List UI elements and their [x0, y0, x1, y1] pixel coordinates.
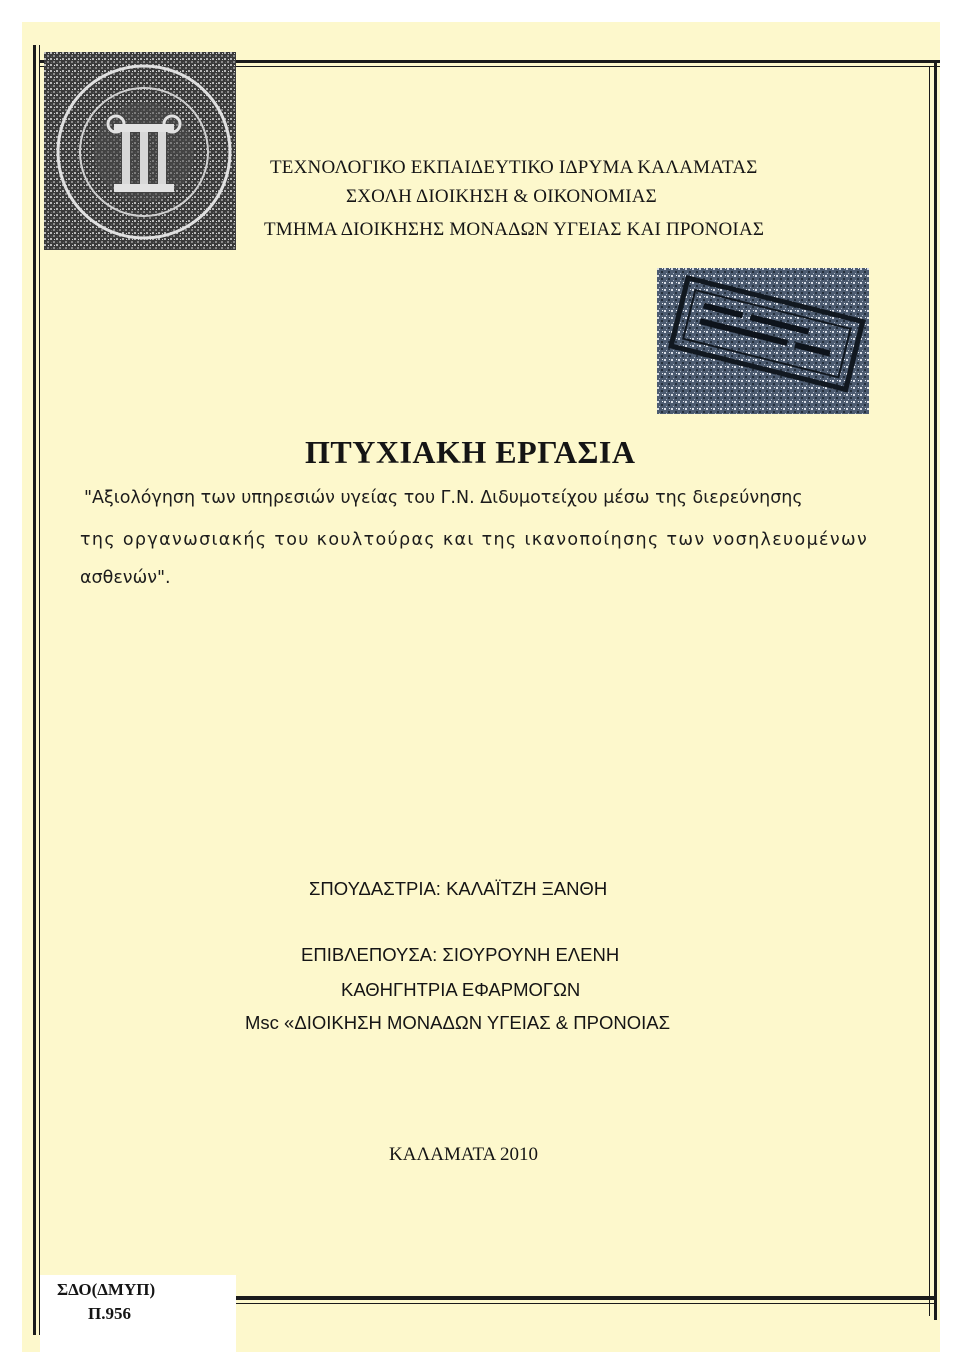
catalog-number: Π.956	[88, 1304, 131, 1323]
institution-name: ΤΕΧΝΟΛΟΓΙΚΟ ΕΚΠΑΙΔΕΥΤΙΚΟ ΙΔΡΥΜΑ ΚΑΛΑΜΑΤΑΣ	[270, 157, 758, 178]
right-border-thin	[929, 66, 930, 1316]
library-stamp-image	[657, 268, 869, 414]
library-stamp-icon	[657, 268, 869, 414]
subtitle-line-1: "Αξιολόγηση των υπηρεσιών υγείας του Γ.Ν. Διδυμοτείχου μέσω της διερεύνησης	[84, 488, 803, 508]
institution-seal-icon	[44, 52, 236, 250]
document-title: ΠΤΥΧΙΑΚΗ ΕΡΓΑΣΙΑ	[305, 434, 636, 470]
city-year: ΚΑΛΑΜΑΤΑ 2010	[389, 1144, 538, 1165]
supervisor-name: ΕΠΙΒΛΕΠΟΥΣΑ: ΣΙΟΥΡΟΥΝΗ ΕΛΕΝΗ	[301, 944, 620, 965]
left-border-thick	[33, 45, 36, 1335]
supervisor-role: ΚΑΘΗΓΗΤΡΙΑ ΕΦΑΡΜΟΓΩΝ	[341, 979, 581, 1000]
left-border-thin	[39, 45, 40, 1335]
department-name: ΤΜΗΜΑ ΔΙΟΙΚΗΣΗΣ ΜΟΝΑΔΩΝ ΥΓΕΙΑΣ ΚΑΙ ΠΡΟΝΟΙΑΣ	[264, 219, 765, 240]
school-name: ΣΧΟΛΗ ΔΙΟΙΚΗΣΗ & ΟΙΚΟΝΟΜΙΑΣ	[346, 186, 657, 207]
institution-seal-image	[44, 52, 236, 250]
right-border-thick	[934, 60, 937, 1320]
subtitle-line-2: της οργανωσιακής του κουλτούρας και της ικανοποίησης των νοσηλευομένων	[80, 530, 869, 550]
subtitle-line-3: ασθενών".	[80, 568, 171, 588]
supervisor-degree: Msc «ΔΙΟΙΚΗΣΗ ΜΟΝΑΔΩΝ ΥΓΕΙΑΣ & ΠΡΟΝΟΙΑΣ	[245, 1012, 671, 1033]
bottom-border-thin	[236, 1303, 936, 1304]
bottom-border-thick	[236, 1296, 936, 1300]
catalog-code: ΣΔΟ(ΔΜΥΠ)	[57, 1280, 156, 1299]
student-name: ΣΠΟΥΔΑΣΤΡΙΑ: ΚΑΛΑΪΤΖΗ ΞΑΝΘΗ	[309, 878, 608, 899]
catalog-label	[40, 1275, 236, 1353]
